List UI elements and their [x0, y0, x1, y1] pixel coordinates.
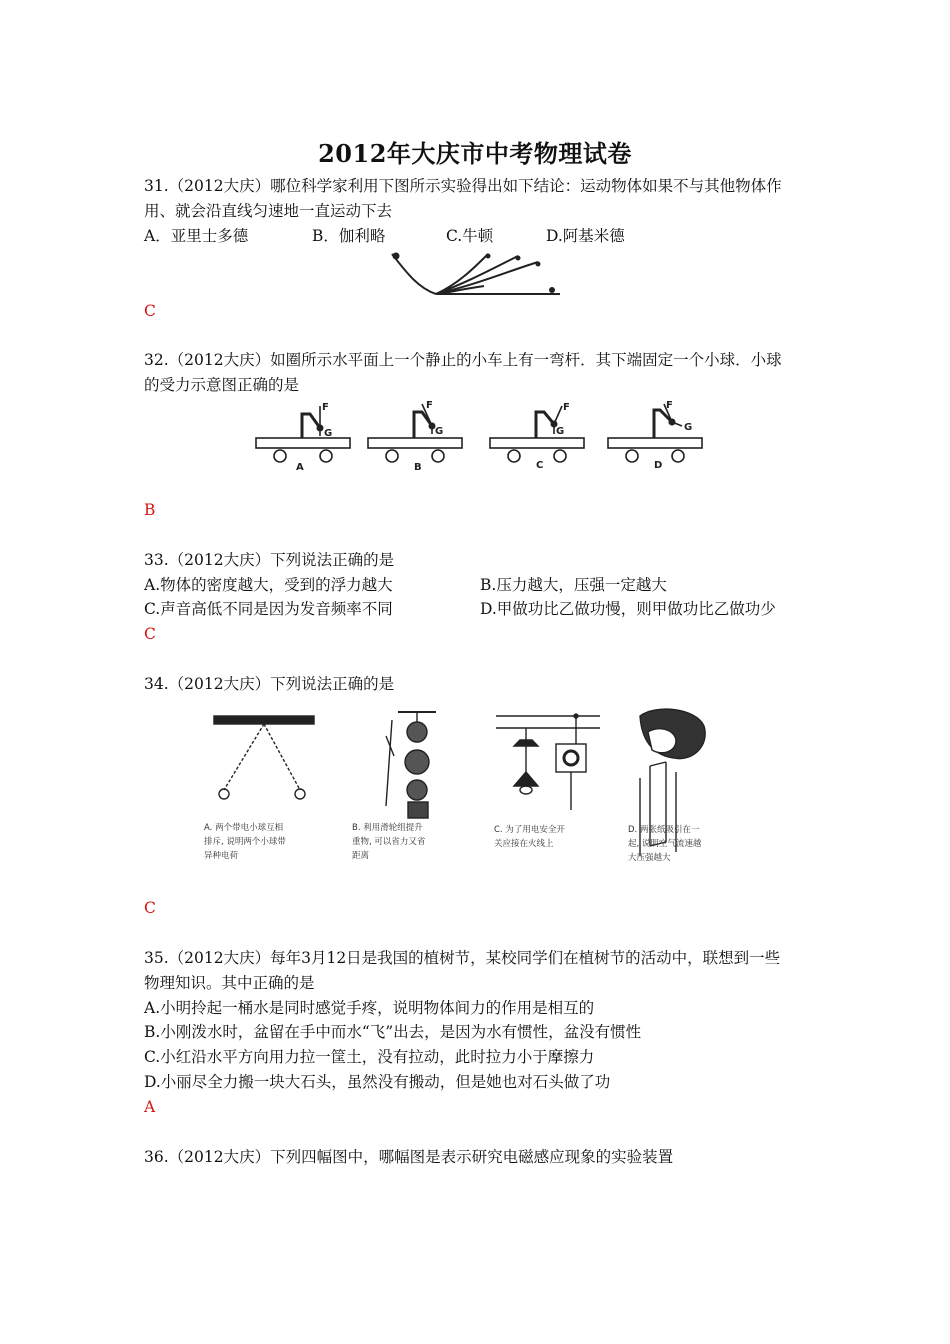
q32-figure-label-a: A: [296, 462, 304, 473]
q34-caption-b-2: 重物, 可以省力又省: [352, 837, 426, 847]
q34-caption-a-1: A. 两个带电小球互相: [204, 823, 284, 833]
svg-text:F: F: [666, 400, 673, 411]
q31-stem-line-2: 用、就会沿直线匀速地一直运动下去: [144, 202, 393, 220]
q33-option-d: D.甲做功比乙做功慢，则甲做功比乙做功少: [480, 600, 776, 618]
svg-text:F: F: [563, 402, 570, 413]
q33-stem: 33.（2012大庆）下列说法正确的是: [144, 551, 395, 569]
q31-option-b: B．伽利略: [312, 227, 386, 245]
q35-option-d: D.小丽尽全力搬一块大石头，虽然没有搬动，但是她也对石头做了功: [144, 1073, 611, 1091]
q34-caption-a-3: 异种电荷: [204, 851, 239, 861]
q31-answer: C: [144, 302, 156, 320]
page-title: 2012年大庆市中考物理试卷: [318, 139, 632, 168]
q32-stem-line-1: 32.（2012大庆）如圈所示水平面上一个静止的小车上有一弯杆．其下端固定一个小球．小球: [144, 351, 782, 369]
q34-caption-d-2: 起, 说明空气流速越: [628, 839, 702, 849]
q34-caption-c-2: 关应接在火线上: [494, 839, 554, 849]
q31-ramp-figure: [388, 250, 564, 298]
q33-option-a: A.物体的密度越大，受到的浮力越大: [144, 576, 393, 594]
q33-option-c: C.声音高低不同是因为发音频率不同: [144, 600, 393, 618]
q34-figures: [196, 706, 756, 874]
q32-figure-label-c: C: [536, 460, 544, 471]
q35-answer: A: [144, 1098, 156, 1116]
q32-force-label-g: G: [324, 428, 333, 439]
q35-option-a: A.小明拎起一桶水是同时感觉手疼，说明物体间力的作用是相互的: [144, 999, 595, 1017]
q35-stem-line-1: 35.（2012大庆）每年3月12日是我国的植树节，某校同学们在植树节的活动中，联想到一些: [144, 949, 781, 967]
svg-text:G: G: [435, 426, 444, 437]
q36-stem: 36.（2012大庆）下列四幅图中，哪幅图是表示研究电磁感应现象的实验装置: [144, 1148, 674, 1166]
svg-text:F: F: [426, 400, 433, 411]
q32-cart-figures: [250, 398, 706, 474]
q34-caption-b-3: 距离: [352, 851, 370, 861]
q33-option-b: B.压力越大，压强一定越大: [480, 576, 667, 594]
q32-answer: B: [144, 501, 156, 519]
svg-text:G: G: [556, 426, 565, 437]
q35-option-c: C.小红沿水平方向用力拉一筐土，没有拉动，此时拉力小于摩擦力: [144, 1048, 595, 1066]
q31-stem-line-1: 31.（2012大庆）哪位科学家利用下图所示实验得出如下结论：运动物体如果不与其他物体作: [144, 177, 782, 195]
q34-caption-d-1: D. 两张纸吸引在一: [628, 825, 700, 835]
q33-answer: C: [144, 625, 156, 643]
q35-option-b: B.小刚泼水时，盆留在手中而水“飞”出去，是因为水有惯性，盆没有惯性: [144, 1023, 642, 1041]
q34-answer: C: [144, 899, 156, 917]
q34-stem: 34.（2012大庆）下列说法正确的是: [144, 675, 395, 693]
q34-caption-a-2: 排斥, 说明两个小球带: [204, 837, 286, 847]
q34-caption-b-1: B. 利用滑轮组提升: [352, 823, 423, 833]
q31-option-c: C.牛顿: [446, 227, 494, 245]
q32-figure-label-d: D: [654, 460, 663, 471]
q31-option-a: A．亚里士多德: [144, 227, 249, 245]
svg-text:G: G: [684, 422, 693, 433]
q32-force-label-f: F: [322, 402, 329, 413]
q31-option-d: D.阿基米德: [546, 227, 625, 245]
q34-caption-c-1: C. 为了用电安全开: [494, 825, 565, 835]
q34-caption-d-3: 大压强越大: [628, 853, 671, 863]
q32-figure-label-b: B: [414, 462, 422, 473]
q32-stem-line-2: 的受力示意图正确的是: [144, 376, 300, 394]
q35-stem-line-2: 物理知识。其中正确的是: [144, 974, 315, 992]
